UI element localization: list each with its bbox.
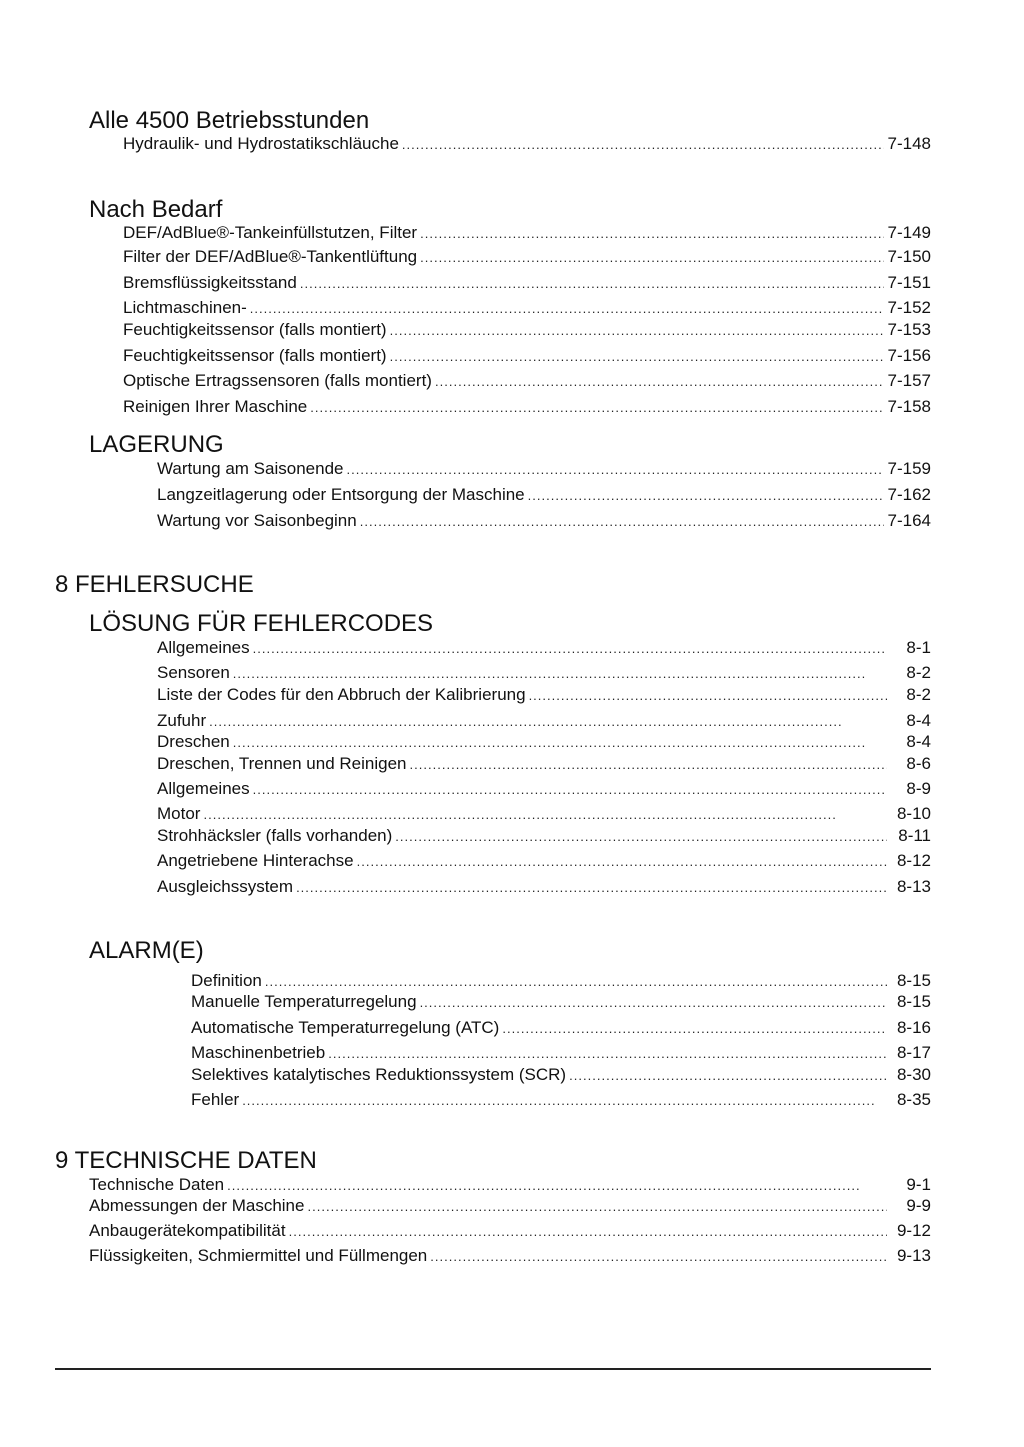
toc-entry[interactable] [157,511,931,532]
toc-leader [233,664,887,684]
toc-entry-label: Allgemeines [157,779,250,798]
toc-entry-label: Automatische Temperaturregelung (ATC) [191,1018,500,1037]
toc-entry-label: Wartung am Saisonende [157,459,344,478]
toc-entry-label: Sensoren [157,663,230,682]
toc-entry[interactable] [157,804,931,825]
toc-page-number: 8-35 [896,1090,931,1109]
toc-entry[interactable] [157,485,931,506]
toc-page-number: 8-11 [898,826,931,845]
toc-page-number: 8-30 [896,1065,931,1084]
section-heading: LÖSUNG FÜR FEHLERCODES [89,610,434,637]
toc-leader [242,1091,887,1111]
toc-entry-label: Selektives katalytisches Reduktionssystem (SCR) [191,1065,567,1084]
toc-entry[interactable] [157,826,931,847]
toc-entry[interactable] [123,273,931,294]
footer-rule [55,1368,931,1370]
toc-entry-label: Zufuhr [157,711,207,730]
toc-entry-label: Filter der DEF/AdBlue®-Tankentlüftung [123,247,418,266]
toc-page-number: 9-12 [896,1221,931,1240]
toc-leader [227,1176,887,1196]
toc-leader [390,321,884,341]
toc-entry[interactable] [89,1175,931,1196]
section-heading: Alle 4500 Betriebsstunden [89,107,370,134]
toc-entry[interactable] [123,320,931,341]
toc-entry[interactable] [123,134,931,155]
toc-entry[interactable] [191,992,931,1013]
toc-entry[interactable] [191,1043,931,1064]
toc-page-number: 7-149 [887,223,931,242]
toc-entry-label: Technische Daten [89,1175,225,1194]
section-heading: Nach Bedarf [89,196,223,223]
toc-page-number: 7-151 [887,273,931,292]
toc-leader [253,780,887,800]
toc-entry[interactable] [157,711,931,732]
toc-page-number: 8-12 [896,851,931,870]
toc-leader [569,1066,887,1086]
toc-page-number: 7-159 [887,459,931,478]
toc-page-number: 7-158 [887,397,931,416]
toc-page-number: 8-10 [896,804,931,823]
toc-leader [435,372,884,392]
toc-leader [233,733,887,753]
toc-entry-label: Optische Ertragssensoren (falls montiert) [123,371,432,390]
toc-page-number: 8-16 [896,1018,931,1037]
toc-page-number: 9-1 [906,1175,931,1194]
toc-page-number: 7-148 [887,134,931,153]
toc-page-number: 9-13 [896,1246,931,1265]
toc-leader [300,274,884,294]
toc-entry[interactable] [157,663,931,684]
toc-entry-label: Liste der Codes für den Abbruch der Kalibrierung [157,685,526,704]
toc-entry[interactable] [89,1196,931,1217]
toc-leader [430,1247,887,1267]
toc-entry[interactable] [123,346,931,367]
toc-entry-label: DEF/AdBlue®-Tankeinfüllstutzen, Filter [123,223,418,242]
toc-entry-label: Ausgleichssystem [157,877,294,896]
toc-page-number: 7-164 [887,511,931,530]
toc-page-number: 8-13 [896,877,931,896]
toc-page-number: 7-157 [887,371,931,390]
toc-entry[interactable] [89,1246,931,1267]
toc-page-number: 9-9 [906,1196,931,1215]
toc-leader [402,135,884,155]
toc-page-number: 7-156 [887,346,931,365]
toc-page-number: 8-4 [906,711,931,730]
toc-entry-label: Allgemeines [157,638,250,657]
toc-leader [250,299,884,319]
toc-entry-label: Flüssigkeiten, Schmiermittel und Füllmengen [89,1246,428,1265]
toc-page-number: 8-17 [896,1043,931,1062]
toc-leader [410,755,888,775]
toc-leader [203,805,887,825]
toc-leader [296,878,887,898]
toc-entry[interactable] [191,1090,931,1111]
toc-entry[interactable] [89,1221,931,1242]
toc-leader [420,248,883,268]
toc-entry[interactable] [157,638,931,659]
toc-entry-label: Angetriebene Hinterachse [157,851,354,870]
toc-page-number: 8-2 [906,663,931,682]
section-heading: LAGERUNG [89,431,224,458]
toc-entry[interactable] [123,247,931,268]
toc-leader [390,347,884,367]
toc-entry-label: Wartung vor Saisonbeginn [157,511,357,530]
toc-leader [307,1197,887,1217]
toc-leader [253,639,887,659]
toc-entry[interactable] [157,877,931,898]
toc-leader [529,686,887,706]
toc-entry-label: Fehler [191,1090,240,1109]
toc-leader [265,972,887,992]
toc-entry[interactable] [191,1065,931,1086]
toc-entry[interactable] [157,732,931,753]
section-heading: ALARM(E) [89,937,204,964]
toc-leader [310,398,883,418]
toc-entry-label: Motor [157,804,201,823]
toc-entry-label: Feuchtigkeitssensor (falls montiert) [123,346,387,365]
toc-entry-label: Lichtmaschinen- [123,298,247,317]
toc-entry-label: Manuelle Temperaturregelung [191,992,417,1011]
toc-entry[interactable] [157,459,931,480]
toc-entry-label: Dreschen, Trennen und Reinigen [157,754,407,773]
toc-page-number: 7-152 [887,298,931,317]
toc-page-number: 8-4 [906,732,931,751]
chapter-heading: 9 TECHNISCHE DATEN [55,1147,317,1174]
toc-leader [346,460,883,480]
toc-entry-label: Dreschen [157,732,230,751]
toc-leader [395,827,887,847]
toc-entry[interactable] [123,298,931,319]
toc-page-number: 7-150 [887,247,931,266]
toc-page-number: 8-15 [896,992,931,1011]
toc-leader [502,1019,887,1039]
chapter-heading: 8 FEHLERSUCHE [55,571,254,598]
toc-page-number: 8-1 [906,638,931,657]
toc-page-number: 8-15 [896,971,931,990]
toc-entry[interactable] [157,779,931,800]
toc-entry[interactable] [123,371,931,392]
toc-leader [360,512,884,532]
toc-entry-label: Feuchtigkeitssensor (falls montiert) [123,320,387,339]
toc-entry-label: Reinigen Ihrer Maschine [123,397,308,416]
toc-entry-label: Bremsflüssigkeitsstand [123,273,297,292]
toc-leader [328,1044,887,1064]
toc-entry-label: Hydraulik- und Hydrostatikschläuche [123,134,399,153]
toc-leader [528,486,884,506]
toc-entry[interactable] [157,754,931,775]
toc-entry[interactable] [191,1018,931,1039]
toc-entry-label: Strohhäcksler (falls vorhanden) [157,826,393,845]
toc-page-number: 7-153 [887,320,931,339]
toc-leader [420,993,887,1013]
toc-leader [420,224,883,244]
toc-entry-label: Maschinenbetrieb [191,1043,326,1062]
toc-leader [209,712,887,732]
toc-entry[interactable] [157,851,931,872]
toc-entry-label: Anbaugerätekompatibilität [89,1221,286,1240]
toc-entry-label: Abmessungen der Maschine [89,1196,305,1215]
toc-page-number: 7-162 [887,485,931,504]
toc-page-number: 8-2 [906,685,931,704]
toc-entry-label: Definition [191,971,262,990]
toc-page-number: 8-6 [906,754,931,773]
toc-entry[interactable] [191,971,931,992]
toc-entry[interactable] [123,223,931,244]
toc-entry-label: Langzeitlagerung oder Entsorgung der Maschine [157,485,525,504]
toc-leader [357,852,887,872]
toc-entry[interactable] [123,397,931,418]
toc-leader [289,1222,887,1242]
toc-entry[interactable] [157,685,931,706]
toc-page-number: 8-9 [906,779,931,798]
